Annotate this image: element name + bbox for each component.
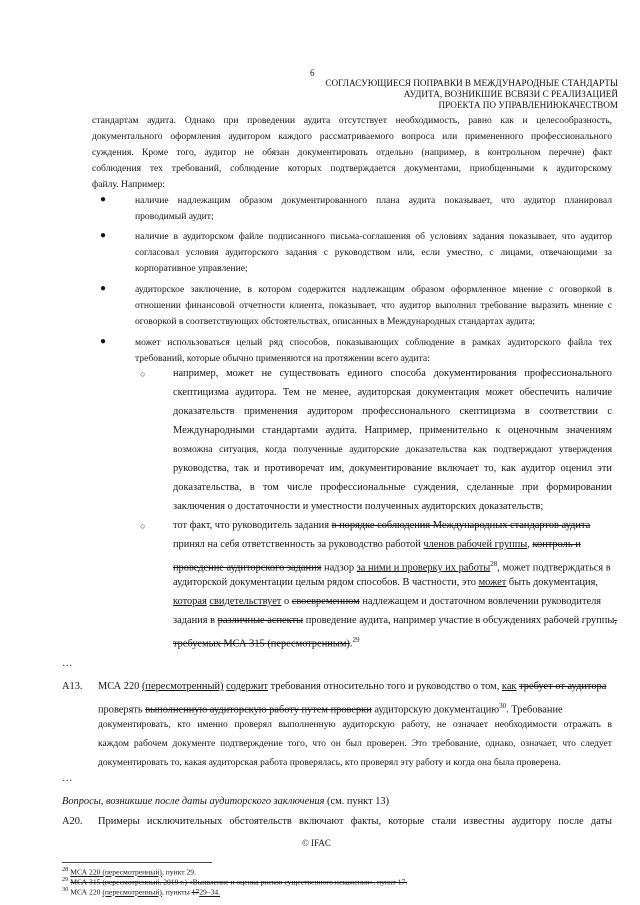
sub-2-line-6 (173, 614, 617, 628)
bullet-2-line-1: наличие в аудиторском файле подписанного письма-соглашения об условиях задания показывает, что аудитор (135, 231, 612, 242)
bullet-4-line-2: требований, которые обычно применяются на протяжении всего аудита: (135, 353, 430, 364)
deleted-text: различные аспекты (217, 615, 304, 626)
bullet-3-line-3: оговоркой в соответствующих обстоятельствах, описанных в Международных стандартах аудита; (135, 316, 536, 327)
footnote-number: 30 (62, 886, 69, 893)
deleted-text: проведение аудиторского задания (173, 562, 322, 574)
heading-italic: Вопросы, возникшие после даты аудиторского заключения (62, 796, 325, 807)
header-line-3: ПРОЕКТА ПО УПРАВЛЕНИЮКАЧЕСТВОМ (438, 100, 618, 110)
ellipsis: … (62, 773, 73, 784)
bullet-icon: ● (100, 230, 107, 241)
bullet-2-line-2: согласовал условия аудиторского задания с руководством или, если уместно, с лицами, отвечающими за (135, 247, 612, 258)
a13-line-1 (98, 680, 606, 694)
bullet-4-line-1: может использоваться целый ряд способов, показывающих соблюдение в рамках аудиторского файла тех (135, 337, 612, 348)
a20-line-1: Примеры исключительных обстоятельств включают факты, которые стали известны аудитору после даты (98, 816, 612, 827)
bullet-1-line-1: наличие надлежащим образом документированного плана аудита показывает, что аудитор планировал (135, 195, 612, 206)
deleted-text: требуемых МСА 315 (пересмотренным) (173, 638, 350, 650)
sub-2-line-5 (173, 595, 601, 609)
sub-2-line-3 (173, 557, 611, 575)
intro-line-4: соблюдения тех требований, соблюдение которых подтверждается документами, приобщенными к аудиторскому (92, 163, 612, 174)
footnote-30 (62, 886, 220, 897)
inserted-text: (пересмотренный) (102, 887, 162, 897)
a13-line-5: документировать то, какая аудиторская работа проверялась, кто проверял эту работу и когда она была проверена. (98, 757, 561, 768)
deleted-text: своевременном (291, 596, 360, 607)
deleted-text: в порядке соблюдения Международных стандартов аудита (331, 520, 591, 531)
text: о (281, 596, 292, 607)
footer-copyright: © IFAC (302, 838, 331, 848)
sub-1-line-3: доказательств применения аудитором профессионального скептицизма в соответствии с (173, 406, 612, 417)
text: , пункт 29. (161, 867, 196, 877)
sub-1-line-7: доказательства, в том числе профессиональные суждения, сделанные при формировании (173, 482, 612, 493)
footnote-28 (62, 866, 196, 877)
sub-2-line-7 (173, 633, 360, 651)
text: надлежащем и достаточном вовлечении руководителя (359, 596, 602, 607)
sub-1-line-6: руководства, так и противоречат им, документирование включает то, как аудитор оценил эти (173, 463, 612, 474)
footnote-separator (62, 862, 212, 863)
inserted-text: свидетельствует (209, 596, 282, 607)
text: тот факт, что руководитель задания (173, 520, 332, 531)
a13-line-2 (98, 699, 563, 717)
sub-2-line-2 (173, 538, 581, 552)
deleted-text: выполненную аудиторскую работу путем проверки (145, 704, 372, 716)
footnote-ref: 30 (499, 702, 507, 710)
intro-line-5: файлу. Например: (92, 179, 165, 190)
text: . (349, 638, 353, 650)
footnote-number: 29 (62, 876, 69, 883)
deleted-text: контроль и (532, 539, 581, 550)
text: требования относительно того и руководство о том, (267, 681, 502, 692)
inserted-text: МСА 220 (пересмотренный) (70, 867, 162, 877)
footnote-29 (62, 876, 407, 887)
intro-line-3: суждения. Кроме того, аудитор не обязан документировать отдельно (например, в контрольном перечне) факт (92, 147, 612, 158)
deleted-text: , (614, 615, 617, 626)
circle-bullet-icon: ○ (140, 521, 146, 531)
sub-1-line-8: заключения о достаточности и уместности полученных аудиторских доказательств; (173, 501, 544, 512)
page-number: 6 (310, 68, 315, 78)
text: , (527, 539, 533, 550)
footnote-number: 28 (62, 866, 69, 873)
inserted-text: (пересмотренный) (141, 681, 224, 692)
intro-line-2: документального оформления аудитором каждого рассматриваемого вопроса или примененного профессионального (92, 131, 612, 142)
header-line-1: СОГЛАСУЮЩИЕСЯ ПОПРАВКИ В МЕЖДУНАРОДНЫЕ СТАНДАРТЫ (325, 78, 618, 88)
footnote-ref: 28 (490, 560, 498, 568)
circle-bullet-icon: ○ (140, 369, 146, 379)
bullet-icon: ● (100, 336, 107, 347)
text: МСА 220 (98, 681, 142, 692)
text: надзор (321, 562, 357, 574)
ellipsis: … (62, 658, 73, 669)
sub-2-line-4 (173, 576, 598, 590)
text: аудиторской документации целым рядом способов. В частности, это (173, 577, 479, 588)
text: проведение аудита, например участие в обсуждениях рабочей группы (303, 615, 615, 626)
inserted-text: которая (173, 596, 207, 607)
intro-line-1: стандартам аудита. Однако при проведении аудита отсутствует необходимость, равно как и целесообразность, (92, 115, 612, 126)
inserted-text: за ними и проверку их работы (356, 562, 491, 574)
deleted-text: 17 (191, 887, 200, 897)
bullet-3-line-1: аудиторское заключение, в котором содержится надлежащим образом оформленное мнение с оговоркой в (135, 284, 612, 295)
sub-2-line-1 (173, 519, 590, 533)
text: быть документация, (506, 577, 598, 588)
inserted-text: 29–34. (199, 887, 221, 897)
sub-1-line-5: возможна ситуация, когда полученные аудиторские доказательства как подтверждают утверждения (173, 444, 612, 455)
text: . Требование (506, 704, 563, 716)
text: , пункты (161, 887, 192, 897)
bullet-1-line-2: проводимый аудит; (135, 211, 214, 222)
sub-1-line-1: например, может не существовать единого способа документирования профессионального (173, 368, 612, 379)
deleted-text: МСА 315 (пересмотренный, 2019 г.) «Выявление и оценка рисков существенного искажения», пункт 17. (70, 877, 408, 887)
paragraph-label-a20: A20. (62, 816, 83, 827)
inserted-text: членов рабочей группы (423, 539, 528, 550)
text: принял на себя ответственность за руководство работой (173, 539, 424, 550)
inserted-text: содержит (226, 681, 268, 692)
footnote-ref: 29 (352, 636, 360, 644)
text: аудиторскую документацию (371, 704, 500, 716)
a13-line-4: каждом рабочем документе подтверждение того, что он был проверен. Это требование, однако, означает, что следует (98, 738, 612, 749)
bullet-icon: ● (100, 283, 107, 294)
a13-line-3: документировать, кто именно проверял выполненную аудиторскую работу, не означает необходимости отражать в (98, 719, 612, 730)
sub-1-line-4: Международными стандартами аудита. Например, применительно к оценочным значениям (173, 425, 612, 436)
text: проверять (98, 704, 146, 716)
inserted-text: может (478, 577, 507, 588)
bullet-3-line-2: отношении финансовой отчетности клиента, показывает, что аудитор выполнил требование выразить мнение с (135, 300, 612, 311)
heading-ref: (см. пункт 13) (324, 796, 390, 807)
sub-1-line-2: скептицизма аудитора. Тем не менее, аудиторская документация может обеспечить наличие (173, 387, 612, 398)
inserted-text: как (501, 681, 517, 692)
section-heading (62, 795, 389, 809)
paragraph-label-a13: A13. (62, 681, 83, 692)
bullet-2-line-3: корпоративное управление; (135, 263, 248, 274)
deleted-text: требует от аудитора (519, 681, 607, 692)
text: , может подтверждаться в (497, 562, 611, 574)
text: задания в (173, 615, 218, 626)
text: МСА 220 (70, 887, 103, 897)
header-line-2: АУДИТА, ВОЗНИКШИЕ ВСВЯЗИ С РЕАЛИЗАЦИЕЙ (403, 89, 618, 99)
bullet-icon: ● (100, 194, 107, 205)
running-header (218, 78, 618, 111)
